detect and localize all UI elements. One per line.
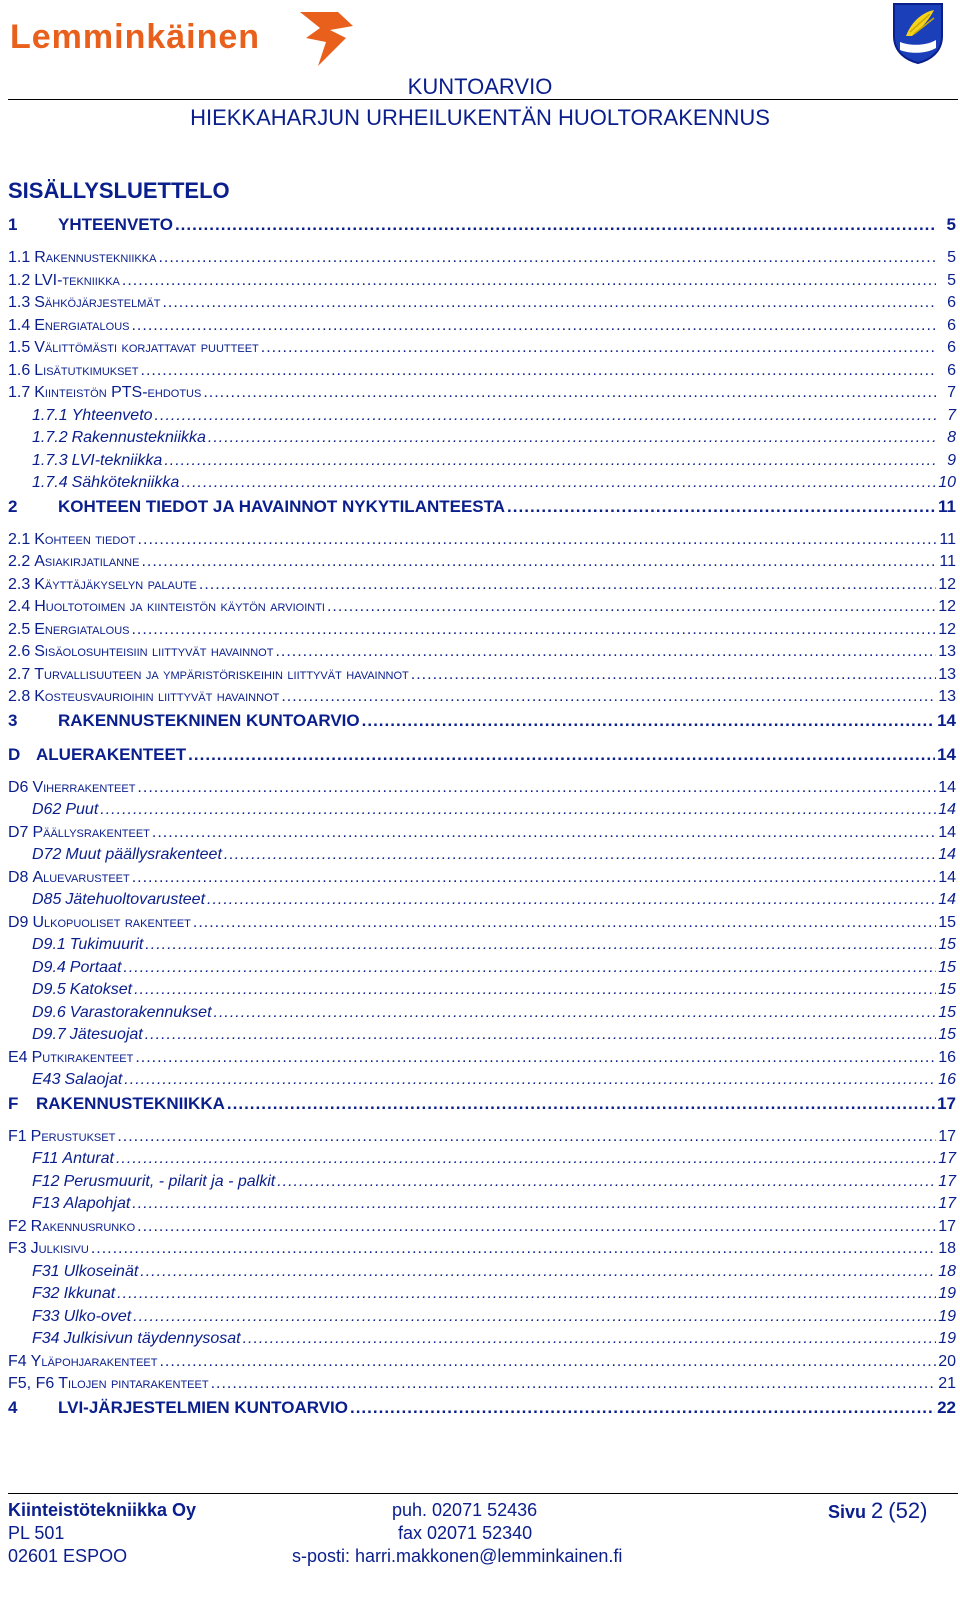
toc-entry-page: 16 xyxy=(938,1048,956,1066)
toc-entry-number: 1.2 xyxy=(8,271,31,289)
toc-entry[interactable] xyxy=(8,407,956,430)
toc-entry-number: D9 xyxy=(8,913,29,931)
toc-dot-leader xyxy=(152,824,936,842)
toc-entry[interactable] xyxy=(8,1353,956,1376)
toc-dot-leader xyxy=(122,272,936,290)
toc-entry-number: F13 xyxy=(32,1195,60,1212)
toc-entry[interactable] xyxy=(8,846,956,869)
toc-entry-title: Anturat xyxy=(62,1150,114,1167)
toc-entry[interactable] xyxy=(8,936,956,959)
toc-entry-page: 15 xyxy=(938,981,956,998)
toc-entry[interactable] xyxy=(8,362,956,385)
toc-entry-title: Aluevarusteet xyxy=(32,868,130,886)
toc-entry-title: Jätehuoltovarusteet xyxy=(65,891,206,908)
toc-dot-leader xyxy=(275,643,936,661)
toc-entry[interactable] xyxy=(8,1218,956,1241)
toc-entry-number: F12 xyxy=(32,1172,60,1190)
toc-dot-leader xyxy=(117,1285,936,1303)
toc-entry-title: Alapohjat xyxy=(63,1195,131,1212)
toc-entry[interactable] xyxy=(8,474,956,497)
toc-entry-number: F3 xyxy=(8,1240,27,1257)
toc-entry[interactable] xyxy=(8,1240,956,1263)
svg-text:Lemminkäinen: Lemminkäinen xyxy=(10,18,261,56)
toc-entry-title: Katokset xyxy=(69,981,133,998)
toc-entry-title: Päällysrakenteet xyxy=(32,823,150,841)
footer-divider xyxy=(8,1493,958,1494)
toc-entry-number: D xyxy=(8,744,21,764)
toc-entry-number: D85 xyxy=(32,891,62,908)
toc-entry-page: 16 xyxy=(938,1071,956,1088)
toc-entry-title: YHTEENVETO xyxy=(58,215,173,234)
toc-entry-title: Yhteenveto xyxy=(71,406,153,424)
toc-entry-page: 15 xyxy=(938,936,956,953)
toc-entry[interactable] xyxy=(8,1094,956,1128)
toc-entry[interactable] xyxy=(8,1173,956,1196)
toc-entry-page: 17 xyxy=(938,1127,956,1145)
lemminkainen-logo xyxy=(8,8,358,66)
toc-entry[interactable] xyxy=(8,1195,956,1218)
toc-entry-number: 1.1 xyxy=(8,249,31,266)
toc-entry-title: Varastorakennukset xyxy=(69,1003,212,1021)
toc-entry-number: 1.5 xyxy=(8,339,31,356)
toc-entry-number: D72 xyxy=(32,846,62,863)
toc-entry-number: 2.4 xyxy=(8,598,31,615)
toc-entry-page: 6 xyxy=(947,339,956,356)
toc-entry[interactable] xyxy=(8,666,956,689)
toc-dot-leader xyxy=(123,959,936,977)
toc-entry-page: 6 xyxy=(947,294,956,311)
toc-entry-page: 17 xyxy=(938,1172,956,1190)
toc-entry-page: 14 xyxy=(937,744,956,764)
toc-entry-title: Salaojat xyxy=(64,1071,123,1088)
toc-entry-title: Sähköjärjestelmät xyxy=(34,294,161,311)
toc-entry-page: 6 xyxy=(947,316,956,334)
toc-entry-title: KOHTEEN TIEDOT JA HAVAINNOT NYKYTILANTEESTA xyxy=(58,496,506,516)
toc-entry-number: 1.6 xyxy=(8,361,31,379)
toc-dot-leader xyxy=(159,1353,936,1371)
toc-entry-number: F4 xyxy=(8,1352,27,1370)
toc-entry[interactable] xyxy=(8,959,956,982)
toc-entry-title: Perusmuurit, - pilarit ja - palkit xyxy=(63,1172,276,1190)
toc-entry-number: D62 xyxy=(32,801,62,818)
toc-entry[interactable] xyxy=(8,688,956,711)
toc-entry[interactable] xyxy=(8,429,956,452)
toc-dot-leader xyxy=(207,891,936,909)
toc-entry-page: 13 xyxy=(938,688,956,705)
toc-entry[interactable] xyxy=(8,317,956,340)
toc-entry-title: Jätesuojat xyxy=(69,1026,143,1043)
toc-entry-page: 7 xyxy=(947,384,956,401)
toc-entry-title: Käyttäjäkyselyn palaute xyxy=(34,575,197,593)
toc-entry-title: Tilojen pintarakenteet xyxy=(58,1375,209,1392)
toc-dot-leader xyxy=(137,779,936,797)
toc-entry-title: Välittömästi korjattavat puutteet xyxy=(34,339,259,356)
toc-entry-title: Rakennustekniikka xyxy=(34,249,157,266)
footer-fax: fax 02071 52340 xyxy=(398,1523,533,1543)
toc-entry-number: 2.3 xyxy=(8,575,31,593)
toc-dot-leader xyxy=(411,666,936,684)
toc-entry-title: Energiatalous xyxy=(34,316,130,334)
toc-entry-page: 17 xyxy=(938,1150,956,1167)
toc-dot-leader xyxy=(350,1398,935,1418)
toc-entry-number: 1.7.1 xyxy=(32,406,68,424)
toc-dot-leader xyxy=(211,1375,936,1393)
toc-entry-number: F34 xyxy=(32,1330,60,1347)
toc-entry-title: Muut päällysrakenteet xyxy=(65,846,222,863)
toc-dot-leader xyxy=(135,1049,936,1067)
toc-entry-number: 2.6 xyxy=(8,643,31,660)
toc-entry-title: Huoltotoimen ja kiinteistön käytön arviointi xyxy=(34,598,325,615)
toc-entry-page: 18 xyxy=(938,1262,956,1280)
toc-dot-leader xyxy=(145,936,936,954)
toc-entry[interactable] xyxy=(8,801,956,824)
toc-entry[interactable] xyxy=(8,914,956,937)
toc-entry[interactable] xyxy=(8,1398,956,1432)
toc-dot-leader xyxy=(281,688,936,706)
toc-entry-title: Ulkopuoliset rakenteet xyxy=(32,913,191,931)
toc-entry-title: Viherrakenteet xyxy=(32,778,136,796)
toc-entry[interactable] xyxy=(8,384,956,407)
toc-entry-page: 19 xyxy=(938,1307,956,1325)
toc-entry-number: F1 xyxy=(8,1127,27,1145)
toc-dot-leader xyxy=(124,1071,936,1089)
toc-entry-page: 10 xyxy=(938,474,956,491)
toc-entry-page: 5 xyxy=(946,215,956,234)
toc-entry[interactable] xyxy=(8,452,956,475)
toc-entry-number: F33 xyxy=(32,1307,60,1325)
page-total: (52) xyxy=(888,1498,928,1523)
toc-dot-leader xyxy=(116,1150,936,1168)
toc-entry[interactable] xyxy=(8,576,956,599)
toc-dot-leader xyxy=(155,407,936,425)
toc-entry-number: 2.8 xyxy=(8,688,31,705)
toc-entry-number: D8 xyxy=(8,868,29,886)
toc-dot-leader xyxy=(243,1330,936,1348)
toc-entry-title: Energiatalous xyxy=(34,620,130,638)
toc-entry[interactable] xyxy=(8,553,956,576)
toc-heading: SISÄLLYSLUETTELO xyxy=(8,178,230,203)
toc-entry[interactable] xyxy=(8,598,956,621)
toc-entry-title: Ulkoseinät xyxy=(63,1262,139,1280)
toc-entry-title: Tukimuurit xyxy=(69,936,144,953)
toc-entry-title: Portaat xyxy=(69,958,122,976)
toc-entry-page: 19 xyxy=(938,1285,956,1302)
toc-dot-leader xyxy=(140,1263,936,1281)
toc-dot-leader xyxy=(132,869,936,887)
toc-dot-leader xyxy=(134,981,936,999)
toc-entry-page: 8 xyxy=(947,429,956,446)
toc-dot-leader xyxy=(507,497,936,517)
toc-entry-title: Sisäolosuhteisiin liittyvät havainnot xyxy=(34,643,274,660)
toc-dot-leader xyxy=(132,1195,936,1213)
toc-entry-number: 1.7.2 xyxy=(32,429,68,446)
toc-entry-title: LVI-tekniikka xyxy=(34,271,120,289)
toc-entry-number: 1 xyxy=(8,215,18,234)
toc-dot-leader xyxy=(193,914,936,932)
toc-entry-page: 11 xyxy=(939,553,956,570)
toc-entry-page: 14 xyxy=(938,846,956,863)
toc-dot-leader xyxy=(208,429,936,447)
toc-entry[interactable] xyxy=(8,1375,956,1398)
toc-entry-number: D9.5 xyxy=(32,981,66,998)
toc-entry-title: LVI-JÄRJESTELMIEN KUNTOARVIO xyxy=(58,1397,348,1417)
toc-entry-number: 1.7.4 xyxy=(32,474,68,491)
toc-dot-leader xyxy=(261,339,936,357)
toc-entry[interactable] xyxy=(8,272,956,295)
toc-dot-leader xyxy=(131,317,936,335)
toc-entry-number: E43 xyxy=(32,1071,61,1088)
toc-dot-leader xyxy=(277,1173,936,1191)
toc-entry-title: Sähkötekniikka xyxy=(71,474,180,491)
toc-entry-page: 14 xyxy=(937,710,956,730)
toc-entry-number: D9.4 xyxy=(32,958,66,976)
toc-entry-number: D7 xyxy=(8,823,29,841)
toc-dot-leader xyxy=(117,1128,936,1146)
toc-entry-page: 22 xyxy=(937,1397,956,1417)
toc-entry-title: RAKENNUSTEKNINEN KUNTOARVIO xyxy=(58,710,360,730)
toc-entry-number: 1.7 xyxy=(8,384,31,401)
toc-entry[interactable] xyxy=(8,621,956,644)
toc-entry-page: 18 xyxy=(938,1240,956,1257)
toc-entry-number: 1.3 xyxy=(8,294,31,311)
toc-entry-number: F31 xyxy=(32,1262,60,1280)
document-title: KUNTOARVIO xyxy=(407,74,553,99)
toc-entry-title: RAKENNUSTEKNIIKKA xyxy=(36,1093,225,1113)
toc-entry-page: 14 xyxy=(938,891,956,908)
toc-dot-leader xyxy=(158,249,936,267)
page-current: 2 xyxy=(871,1498,884,1523)
footer-phone: puh. 02071 52436 xyxy=(392,1500,538,1520)
toc-entry[interactable] xyxy=(8,779,956,802)
toc-entry[interactable] xyxy=(8,339,956,362)
toc-dot-leader xyxy=(224,846,936,864)
toc-entry-number: D9.6 xyxy=(32,1003,66,1021)
toc-entry-title: Ikkunat xyxy=(63,1285,116,1302)
toc-entry-title: ALUERAKENTEET xyxy=(36,744,187,764)
toc-entry[interactable] xyxy=(8,869,956,892)
toc-entry-title: Rakennustekniikka xyxy=(71,429,206,446)
toc-dot-leader xyxy=(327,598,936,616)
toc-dot-leader xyxy=(100,801,936,819)
toc-entry-number: D9.7 xyxy=(32,1026,66,1043)
toc-entry[interactable] xyxy=(8,1150,956,1173)
toc-entry-page: 9 xyxy=(947,451,956,469)
toc-entry[interactable] xyxy=(8,497,956,531)
toc-entry-number: F5, F6 xyxy=(8,1375,55,1392)
toc-entry-page: 5 xyxy=(947,249,956,266)
toc-entry-page: 21 xyxy=(938,1375,956,1392)
toc-entry-title: Julkisivun täydennysosat xyxy=(63,1330,241,1347)
toc-entry[interactable] xyxy=(8,1049,956,1072)
toc-entry-title: Kohteen tiedot xyxy=(34,530,136,548)
page-label: Sivu xyxy=(828,1502,867,1522)
footer-address-2: 02601 ESPOO xyxy=(8,1546,128,1566)
toc-entry-number: F2 xyxy=(8,1217,27,1235)
toc-dot-leader xyxy=(175,215,936,235)
toc-entry-title: Putkirakenteet xyxy=(31,1048,134,1066)
toc-entry-title: Yläpohjarakenteet xyxy=(30,1352,158,1370)
toc-entry-title: Puut xyxy=(65,801,99,818)
toc-entry-page: 15 xyxy=(938,1026,956,1043)
toc-entry-title: Perustukset xyxy=(30,1127,116,1145)
toc-entry-page: 19 xyxy=(938,1330,956,1347)
toc-dot-leader xyxy=(227,1094,935,1114)
toc-dot-leader xyxy=(131,621,936,639)
document-subtitle: HIEKKAHARJUN URHEILUKENTÄN HUOLTORAKENNUS xyxy=(190,105,770,130)
toc-entry-number: 2.5 xyxy=(8,620,31,638)
table-of-contents xyxy=(8,215,956,1432)
toc-entry[interactable] xyxy=(8,249,956,272)
toc-entry-page: 7 xyxy=(947,406,956,424)
toc-entry-number: D6 xyxy=(8,778,29,796)
toc-dot-leader xyxy=(145,1026,936,1044)
page-indicator xyxy=(828,1498,927,1524)
toc-entry-title: LVI-tekniikka xyxy=(71,451,163,469)
toc-entry-page: 15 xyxy=(938,1003,956,1021)
toc-entry[interactable] xyxy=(8,294,956,317)
toc-entry[interactable] xyxy=(8,745,956,779)
toc-entry[interactable] xyxy=(8,1071,956,1094)
toc-entry[interactable] xyxy=(8,1330,956,1353)
toc-entry-page: 20 xyxy=(938,1352,956,1370)
toc-entry-page: 17 xyxy=(938,1217,956,1235)
footer-address-1: PL 501 xyxy=(8,1523,65,1543)
header-divider xyxy=(8,99,958,100)
toc-entry[interactable] xyxy=(8,1308,956,1331)
toc-dot-leader xyxy=(203,384,936,402)
toc-dot-leader xyxy=(199,576,936,594)
toc-entry-title: Turvallisuuteen ja ympäristöriskeihin liittyvät havainnot xyxy=(34,665,409,683)
toc-dot-leader xyxy=(138,531,936,549)
toc-entry-title: Rakennusrunko xyxy=(30,1217,136,1235)
toc-entry-title: Kiinteistön PTS-ehdotus xyxy=(34,384,202,401)
municipal-crest-icon xyxy=(890,2,946,64)
toc-entry-number: F xyxy=(8,1093,19,1113)
toc-entry[interactable] xyxy=(8,1285,956,1308)
toc-entry-page: 5 xyxy=(947,271,956,289)
toc-dot-leader xyxy=(141,553,936,571)
toc-entry-number: F11 xyxy=(32,1150,59,1167)
toc-entry-page: 13 xyxy=(938,643,956,660)
toc-entry-page: 6 xyxy=(947,361,956,379)
toc-entry-page: 11 xyxy=(938,496,956,516)
toc-dot-leader xyxy=(133,1308,936,1326)
footer-email[interactable]: s-posti: harri.makkonen@lemminkainen.fi xyxy=(292,1546,623,1566)
toc-entry[interactable] xyxy=(8,1026,956,1049)
footer-company: Kiinteistötekniikka Oy xyxy=(8,1500,197,1520)
toc-entry-number: E4 xyxy=(8,1048,28,1066)
toc-entry-title: Kosteusvaurioihin liittyvät havainnot xyxy=(34,688,280,705)
toc-entry-page: 17 xyxy=(938,1195,956,1212)
toc-entry-page: 14 xyxy=(938,868,956,886)
toc-entry-page: 15 xyxy=(938,913,956,931)
toc-dot-leader xyxy=(162,294,936,312)
toc-entry-number: 1.7.3 xyxy=(32,451,68,469)
toc-entry-page: 14 xyxy=(938,823,956,841)
toc-entry-number: 4 xyxy=(8,1397,18,1417)
toc-entry-page: 14 xyxy=(938,778,956,796)
toc-dot-leader xyxy=(181,474,936,492)
toc-entry[interactable] xyxy=(8,1128,956,1151)
toc-entry-title: Lisätutkimukset xyxy=(34,361,139,379)
toc-entry-number: 2.1 xyxy=(8,530,31,548)
toc-entry-page: 13 xyxy=(938,665,956,683)
toc-dot-leader xyxy=(214,1004,936,1022)
toc-entry-number: 2 xyxy=(8,496,18,516)
toc-entry-page: 15 xyxy=(938,958,956,976)
toc-entry[interactable] xyxy=(8,531,956,554)
toc-entry-page: 12 xyxy=(938,575,956,593)
toc-entry-title: Julkisivu xyxy=(30,1240,89,1257)
toc-entry-page: 12 xyxy=(938,598,956,615)
toc-entry-number: 2.2 xyxy=(8,553,31,570)
toc-dot-leader xyxy=(164,452,936,470)
toc-dot-leader xyxy=(91,1240,936,1258)
toc-entry-title: Asiakirjatilanne xyxy=(34,553,140,570)
toc-entry-number: 3 xyxy=(8,710,18,730)
toc-entry-page: 11 xyxy=(939,530,956,548)
toc-dot-leader xyxy=(362,711,935,731)
toc-dot-leader xyxy=(137,1218,936,1236)
toc-entry-number: 2.7 xyxy=(8,665,31,683)
toc-entry-number: 1.4 xyxy=(8,316,31,334)
toc-entry-page: 17 xyxy=(937,1093,956,1113)
toc-entry[interactable] xyxy=(8,891,956,914)
toc-entry[interactable] xyxy=(8,824,956,847)
toc-entry-page: 12 xyxy=(938,620,956,638)
toc-entry-number: D9.1 xyxy=(32,936,66,953)
toc-entry[interactable] xyxy=(8,711,956,745)
toc-dot-leader xyxy=(188,745,935,765)
toc-entry[interactable] xyxy=(8,215,956,249)
toc-entry[interactable] xyxy=(8,1004,956,1027)
toc-entry[interactable] xyxy=(8,1263,956,1286)
toc-entry[interactable] xyxy=(8,981,956,1004)
toc-entry-page: 14 xyxy=(938,801,956,818)
toc-dot-leader xyxy=(141,362,937,380)
toc-entry[interactable] xyxy=(8,643,956,666)
toc-entry-title: Ulko-ovet xyxy=(63,1307,132,1325)
toc-entry-number: F32 xyxy=(32,1285,60,1302)
